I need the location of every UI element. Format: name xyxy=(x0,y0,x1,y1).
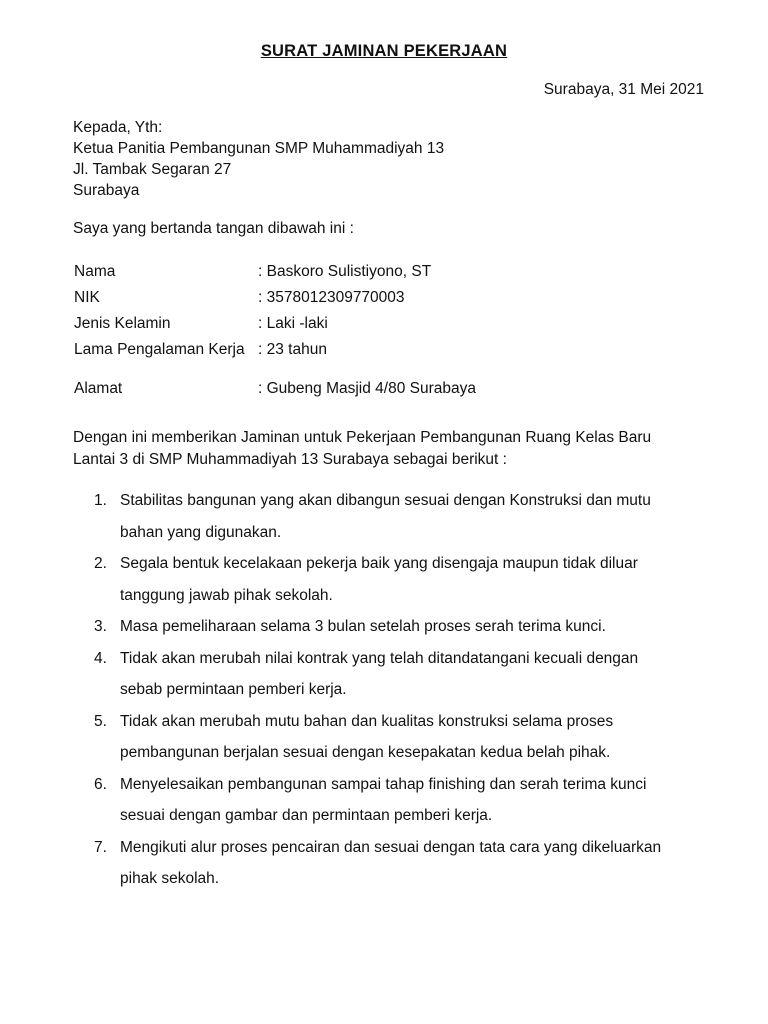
list-text-line: pembangunan berjalan sesuai dengan kesepakatan kedua belah pihak. xyxy=(120,744,611,761)
statement-line-1: Dengan ini memberikan Jaminan untuk Pekerjaan Pembangunan Ruang Kelas Baru xyxy=(73,429,652,446)
list-text xyxy=(120,769,714,832)
list-text xyxy=(120,832,714,895)
recipient-line-2: Jl. Tambak Segaran 27 xyxy=(73,161,232,178)
info-label: Lama Pengalaman Kerja xyxy=(74,340,245,358)
info-row-gender xyxy=(74,310,694,336)
list-text xyxy=(120,706,714,769)
statement-line-2: Lantai 3 di SMP Muhammadiyah 13 Surabaya sebagai berikut : xyxy=(73,451,507,468)
list-text-line: Stabilitas bangunan yang akan dibangun sesuai dengan Konstruksi dan mutu xyxy=(120,492,651,509)
info-row-experience xyxy=(74,336,694,362)
list-text-line: Menyelesaikan pembangunan sampai tahap finishing dan serah terima kunci xyxy=(120,775,647,793)
list-text xyxy=(120,548,714,611)
list-text-line: Mengikuti alur proses pencairan dan sesuai dengan tata cara yang dikeluarkan xyxy=(120,838,662,856)
info-value: : Laki -laki xyxy=(258,314,328,332)
recipient-block xyxy=(73,117,444,201)
list-text xyxy=(120,643,714,706)
info-label: Alamat xyxy=(74,379,123,397)
list-text-line: bahan yang digunakan. xyxy=(120,523,282,541)
recipient-line-1: Ketua Panitia Pembangunan SMP Muhammadiyah 13 xyxy=(73,140,445,157)
list-text xyxy=(120,485,714,548)
list-item xyxy=(94,769,714,832)
info-value: : Baskoro Sulistiyono, ST xyxy=(258,262,432,280)
list-text-line: sesuai dengan gambar dan permintaan pemberi kerja. xyxy=(120,807,493,824)
list-number: 4. xyxy=(94,649,107,667)
list-text-line: pihak sekolah. xyxy=(120,870,220,887)
recipient-line-3: Surabaya xyxy=(73,182,140,199)
info-label: NIK xyxy=(74,288,100,306)
info-value: : Gubeng Masjid 4/80 Surabaya xyxy=(258,379,476,397)
list-item xyxy=(94,832,714,895)
list-item xyxy=(94,706,714,769)
list-text-line: tanggung jawab pihak sekolah. xyxy=(120,586,333,604)
info-value: : 23 tahun xyxy=(258,340,327,358)
list-number: 1. xyxy=(94,492,107,509)
list-text xyxy=(120,611,714,643)
document-date: Surabaya, 31 Mei 2021 xyxy=(543,81,704,98)
list-item xyxy=(94,485,714,548)
guarantee-list xyxy=(94,485,714,895)
list-text-line: Segala bentuk kecelakaan pekerja baik yang disengaja maupun tidak diluar xyxy=(120,555,638,572)
info-value: : 3578012309770003 xyxy=(258,288,405,306)
info-row-address xyxy=(74,375,694,401)
list-number: 2. xyxy=(94,555,107,572)
info-row-nik xyxy=(74,284,694,310)
statement-paragraph xyxy=(73,427,713,471)
intro-text: Saya yang bertanda tangan dibawah ini : xyxy=(73,220,354,237)
list-number: 7. xyxy=(94,838,107,856)
info-label: Nama xyxy=(74,262,116,280)
info-row-name xyxy=(74,258,694,284)
list-item xyxy=(94,611,714,643)
recipient-greeting: Kepada, Yth: xyxy=(73,119,163,136)
list-text-line: sebab permintaan pemberi kerja. xyxy=(120,681,347,698)
info-label: Jenis Kelamin xyxy=(74,314,171,332)
list-text-line: Masa pemeliharaan selama 3 bulan setelah proses serah terima kunci. xyxy=(120,618,606,635)
list-item xyxy=(94,548,714,611)
list-number: 6. xyxy=(94,775,107,793)
list-number: 5. xyxy=(94,712,107,730)
document-title: SURAT JAMINAN PEKERJAAN xyxy=(260,42,508,60)
list-number: 3. xyxy=(94,618,107,635)
list-text-line: Tidak akan merubah mutu bahan dan kualitas konstruksi selama proses xyxy=(120,712,614,730)
list-item xyxy=(94,643,714,706)
personal-info-table xyxy=(74,258,694,401)
list-text-line: Tidak akan merubah nilai kontrak yang telah ditandatangani kecuali dengan xyxy=(120,649,639,667)
